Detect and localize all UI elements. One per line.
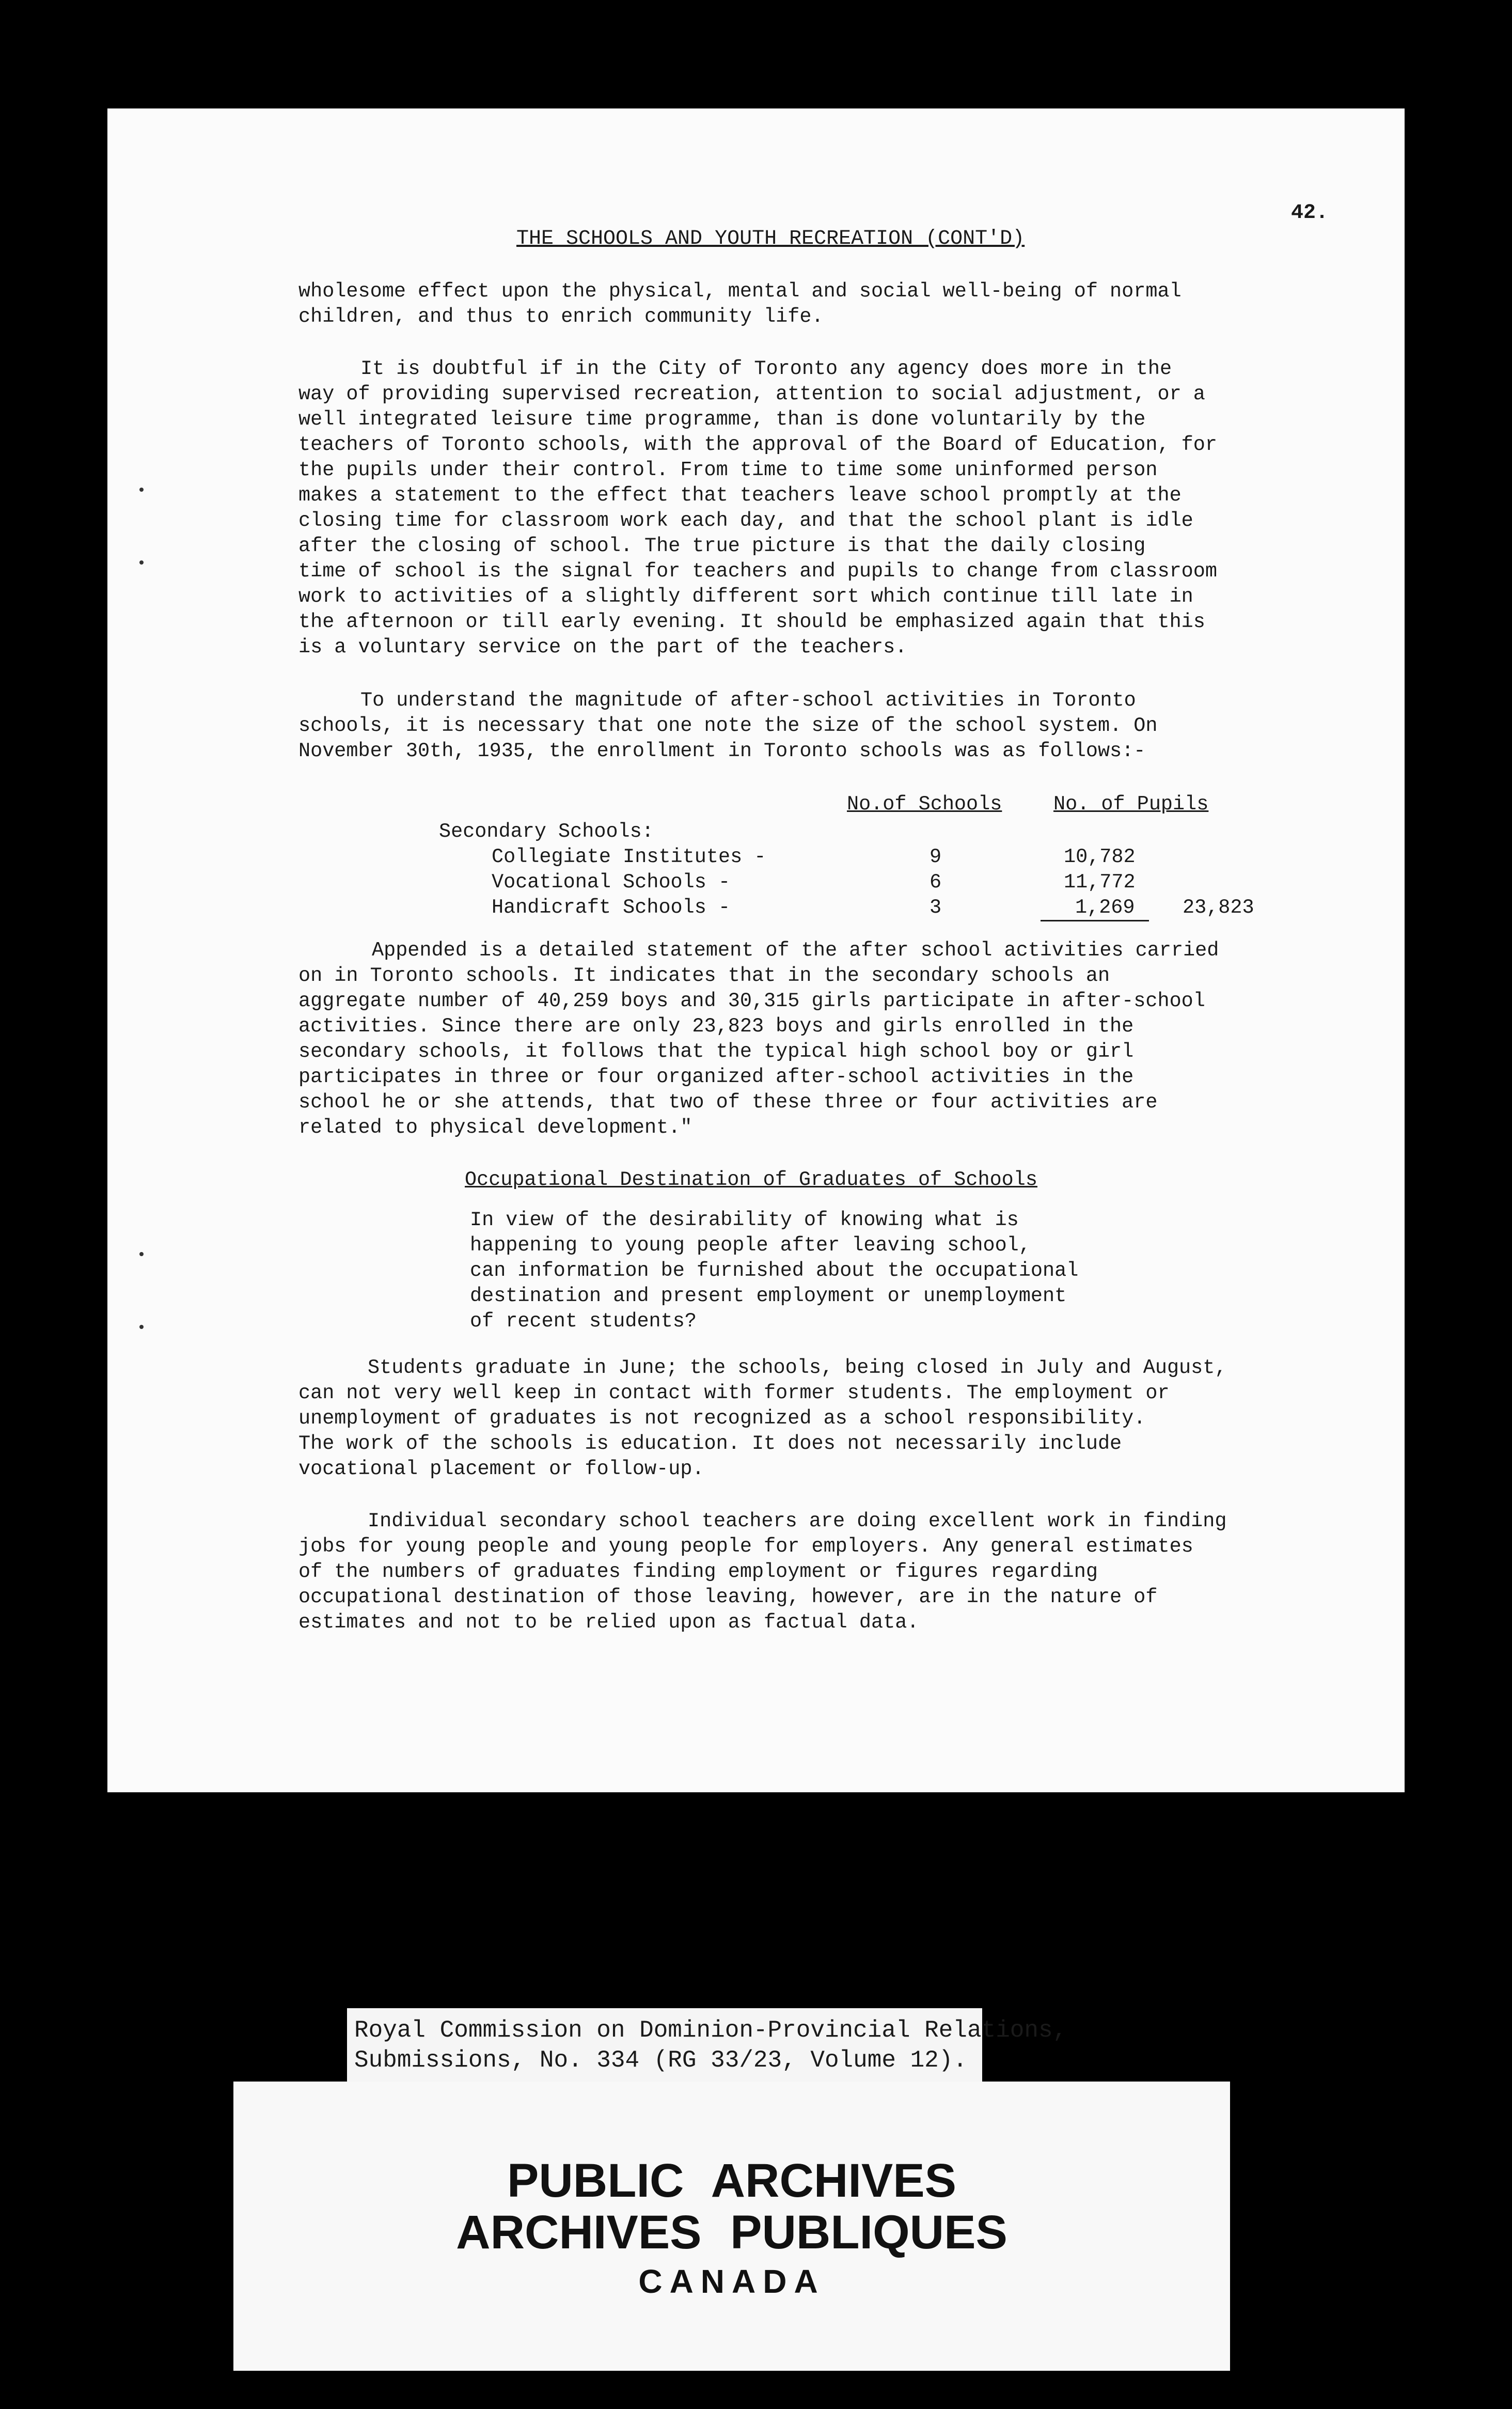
question-line: In view of the desirability of knowing what is	[470, 1209, 1019, 1231]
stamp-line: ARCHIVES PUBLIQUES	[456, 2206, 1007, 2259]
margin-speck	[139, 560, 144, 565]
para2-line: time of school is the signal for teachers and pupils to change from classroom	[298, 560, 1217, 583]
para2-line: the pupils under their control. From time to time some uninformed person	[298, 459, 1158, 481]
page-number: 42.	[1291, 201, 1329, 225]
para3-line: schools, it is necessary that one note the size of the school system. On	[298, 714, 1158, 737]
archive-stamp	[233, 2082, 1230, 2371]
para2-line: well integrated leisure time programme, than is done voluntarily by the	[298, 408, 1146, 431]
para4-line: secondary schools, it follows that the typical high school boy or girl	[298, 1040, 1134, 1063]
para5-line: unemployment of graduates is not recognized as a school responsibility.	[298, 1407, 1146, 1430]
col-header-pupils: No. of Pupils	[1053, 793, 1209, 816]
para6-line: of the numbers of graduates finding employment or figures regarding	[298, 1560, 1098, 1583]
para6-line: jobs for young people and young people for employers. Any general estimates	[298, 1535, 1193, 1558]
page-heading: THE SCHOOLS AND YOUTH RECREATION (CONT'D)	[516, 227, 1025, 251]
table-row-schools: 3	[930, 896, 942, 919]
para5-line: vocational placement or follow-up.	[298, 1458, 704, 1480]
para2-line: after the closing of school. The true picture is that the daily closing	[298, 535, 1146, 557]
para6-line: occupational destination of those leaving, however, are in the nature of	[298, 1586, 1158, 1608]
para4-line: participates in three or four organized after-school activities in the	[298, 1066, 1134, 1088]
para2-line: teachers of Toronto schools, with the approval of the Board of Education, for	[298, 433, 1217, 456]
para2-line: is a voluntary service on the part of the teachers.	[298, 636, 907, 659]
margin-speck	[139, 1252, 144, 1256]
para5-line: Students graduate in June; the schools, being closed in July and August,	[368, 1356, 1227, 1379]
table-total: 23,823	[1183, 896, 1254, 919]
table-row-schools: 9	[930, 846, 942, 868]
col-header-schools: No.of Schools	[847, 793, 1002, 816]
para4-line: Appended is a detailed statement of the after school activities carried	[372, 939, 1219, 962]
question-line: happening to young people after leaving school,	[470, 1234, 1031, 1257]
table-row-label: Collegiate Institutes -	[492, 846, 766, 868]
citation-line: Royal Commission on Dominion-Provincial Relations,	[354, 2017, 1067, 2044]
table-row-pupils: 10,782	[1064, 846, 1136, 868]
para5-line: can not very well keep in contact with former students. The employment or	[298, 1382, 1170, 1404]
para3-line: To understand the magnitude of after-school activities in Toronto	[360, 689, 1136, 712]
para1-line: children, and thus to enrich community life.	[298, 305, 824, 328]
para2-line: closing time for classroom work each day, and that the school plant is idle	[298, 509, 1193, 532]
stamp-line: PUBLIC ARCHIVES	[507, 2154, 956, 2207]
para4-line: school he or she attends, that two of these three or four activities are	[298, 1091, 1158, 1114]
para2-line: the afternoon or till early evening. It should be emphasized again that this	[298, 611, 1205, 633]
stamp-line: CANADA	[638, 2263, 825, 2300]
question-line: can information be furnished about the occupational	[470, 1259, 1079, 1282]
para3-line: November 30th, 1935, the enrollment in Toronto schools was as follows:-	[298, 740, 1146, 762]
para6-line: estimates and not to be relied upon as factual data.	[298, 1611, 919, 1634]
table-row-schools: 6	[930, 871, 942, 894]
para5-line: The work of the schools is education. It does not necessarily include	[298, 1432, 1122, 1455]
para4-line: aggregate number of 40,259 boys and 30,315 girls participate in after-school	[298, 990, 1205, 1012]
para4-line: related to physical development."	[298, 1116, 692, 1139]
para2-line: way of providing supervised recreation, attention to social adjustment, or a	[298, 383, 1205, 405]
section-subheading: Occupational Destination of Graduates of Schools	[465, 1168, 1037, 1191]
para2-line: makes a statement to the effect that teachers leave school promptly at the	[298, 484, 1182, 507]
para4-line: activities. Since there are only 23,823 boys and girls enrolled in the	[298, 1015, 1134, 1038]
para6-line: Individual secondary school teachers are doing excellent work in finding	[368, 1510, 1227, 1532]
table-group-label: Secondary Schools:	[439, 820, 654, 843]
margin-speck	[139, 488, 144, 492]
table-row-pupils: 11,772	[1064, 871, 1136, 894]
sum-rule	[1041, 920, 1149, 921]
para2-line: It is doubtful if in the City of Toronto any agency does more in the	[360, 357, 1172, 380]
question-line: destination and present employment or unemployment	[470, 1285, 1067, 1307]
margin-speck	[139, 1325, 144, 1329]
table-row-label: Vocational Schools -	[492, 871, 731, 894]
para2-line: work to activities of a slightly different sort which continue till late in	[298, 585, 1193, 608]
question-line: of recent students?	[470, 1310, 697, 1333]
para1-line: wholesome effect upon the physical, mental and social well-being of normal	[298, 280, 1182, 303]
para4-line: on in Toronto schools. It indicates that in the secondary schools an	[298, 964, 1110, 987]
table-row-label: Handicraft Schools -	[492, 896, 731, 919]
citation-line: Submissions, No. 334 (RG 33/23, Volume 12).	[354, 2047, 967, 2074]
table-row-pupils: 1,269	[1075, 896, 1135, 919]
